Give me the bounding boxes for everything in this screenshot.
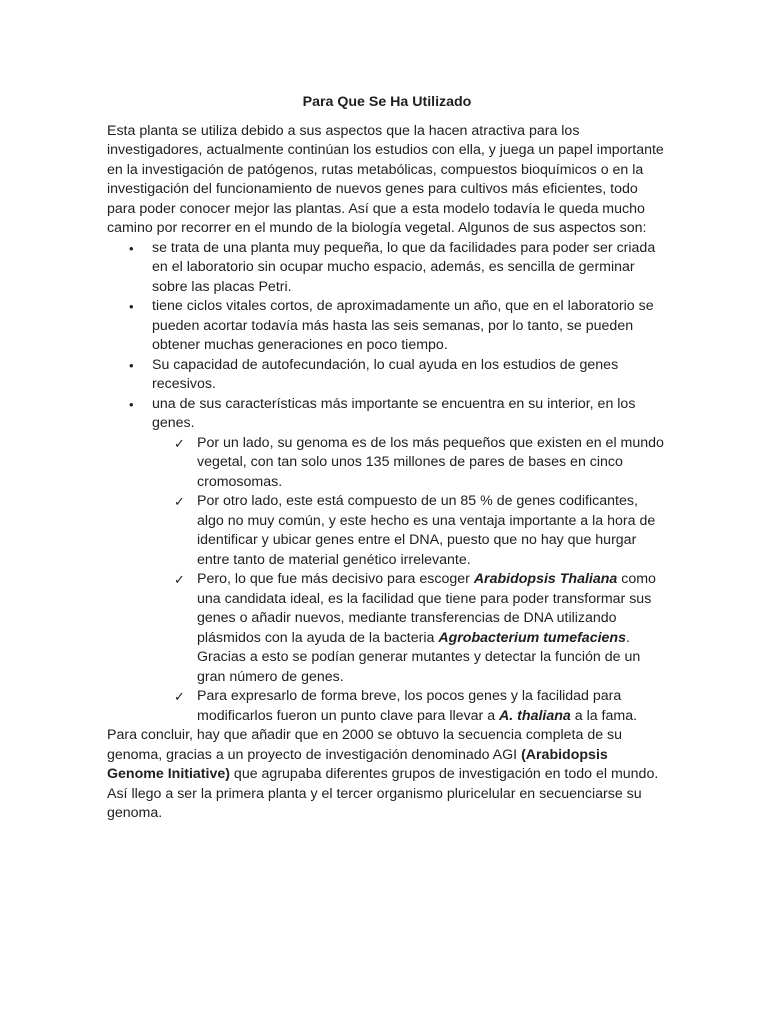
intro-paragraph: Esta planta se utiliza debido a sus aspectos que la hacen atractiva para los investigadores, actualmente continúan los estudios con ella, y juega un papel importante en la investigación de patógenos, rutas metabólicas, compuestos bioquímicos o en la investigación del funcionamiento de nuevos genes para cultivos más eficientes, todo para poder conocer mejor las plantas. Así que a esta modelo todavía le queda mucho camino por recorrer en el mundo de la biología vegetal. Algunos de sus aspectos son: (107, 122, 664, 236)
check-item (107, 434, 667, 493)
text-run: a la fama. (570, 707, 638, 724)
checkmark-icon: ✓ (174, 689, 185, 704)
conclusion-paragraph (107, 726, 667, 824)
document-body (107, 93, 667, 824)
text-run: como una candidata ideal, es la facilidad que tiene para poder transformar sus genes o añadir nuevos, mediante transferencias de DNA utilizando plásmidos con la ayuda de la bacteria (197, 571, 656, 646)
bullet-icon: • (129, 396, 134, 412)
genes-sublist (107, 434, 667, 727)
checkmark-icon: ✓ (174, 435, 185, 451)
checkmark-icon: ✓ (174, 572, 185, 587)
list-item-text: se trata de una planta muy pequeña, lo que da facilidades para poder ser criada en el laboratorio sin ocupar mucho espacio, además, es sencilla de germinar sobre las placas Petri. (152, 239, 656, 295)
list-item (107, 239, 667, 298)
text-run: Para expresarlo de forma breve, los pocos genes y la facilidad para modificarlos fueron un punto clave para llevar a (197, 688, 622, 724)
check-item-text: Por un lado, su genoma es de los más pequeños que existen en el mundo vegetal, con tan solo unos 135 millones de pares de bases en cinco cromosomas. (197, 434, 664, 490)
aspects-list (107, 239, 667, 434)
check-item (107, 687, 667, 726)
text-run: que agrupaba diferentes grupos de investigación en todo el mundo. Así llego a ser la primera planta y el tercer organismo pluricelular en secuenciarse su genoma. (107, 766, 659, 821)
text-run: Pero, lo que fue más decisivo para escoger (197, 571, 474, 587)
list-item-text: tiene ciclos vitales cortos, de aproximadamente un año, que en el laboratorio se pueden acortar todavía más hasta las seis semanas, por lo tanto, se pueden obtener muchas generaciones en poco tiempo. (152, 298, 654, 353)
bullet-icon: • (129, 299, 134, 314)
list-item (107, 395, 667, 434)
text-run: Para concluir, hay que añadir que en 2000 se obtuvo la secuencia completa de su genoma, gracias a un proyecto de investigación denominado AGI (107, 727, 623, 763)
bacteria-name: Agrobacterium tumefaciens (438, 629, 626, 646)
check-item (107, 570, 667, 687)
check-item-text (197, 688, 637, 724)
list-item-text: Su capacidad de autofecundación, lo cual ayuda en los estudios de genes recesivos. (152, 356, 619, 392)
page-title: Para Que Se Ha Utilizado (302, 94, 472, 110)
list-item (107, 356, 667, 395)
text-run: . Gracias a esto se podían generar mutantes y detectar la función de un gran número de genes. (197, 629, 641, 685)
species-name: Arabidopsis Thaliana (473, 571, 618, 587)
project-name: (Arabidopsis Genome Initiative) (107, 746, 608, 782)
list-item (107, 297, 667, 356)
check-item-text: Por otro lado, este está compuesto de un 85 % de genes codificantes, algo no muy común, y este hecho es una ventaja importante a la hora de identificar y ubicar genes entre el DNA, puesto que no hay que hurgar entre tanto de material genético irrelevante. (197, 493, 656, 568)
check-item (107, 492, 667, 570)
check-item-text (197, 571, 656, 685)
species-name: A. thaliana (499, 707, 571, 724)
list-item-text: una de sus características más importante se encuentra en su interior, en los genes. (152, 395, 636, 431)
bullet-icon: • (129, 357, 134, 373)
bullet-icon: • (129, 240, 134, 256)
checkmark-icon: ✓ (174, 494, 185, 509)
